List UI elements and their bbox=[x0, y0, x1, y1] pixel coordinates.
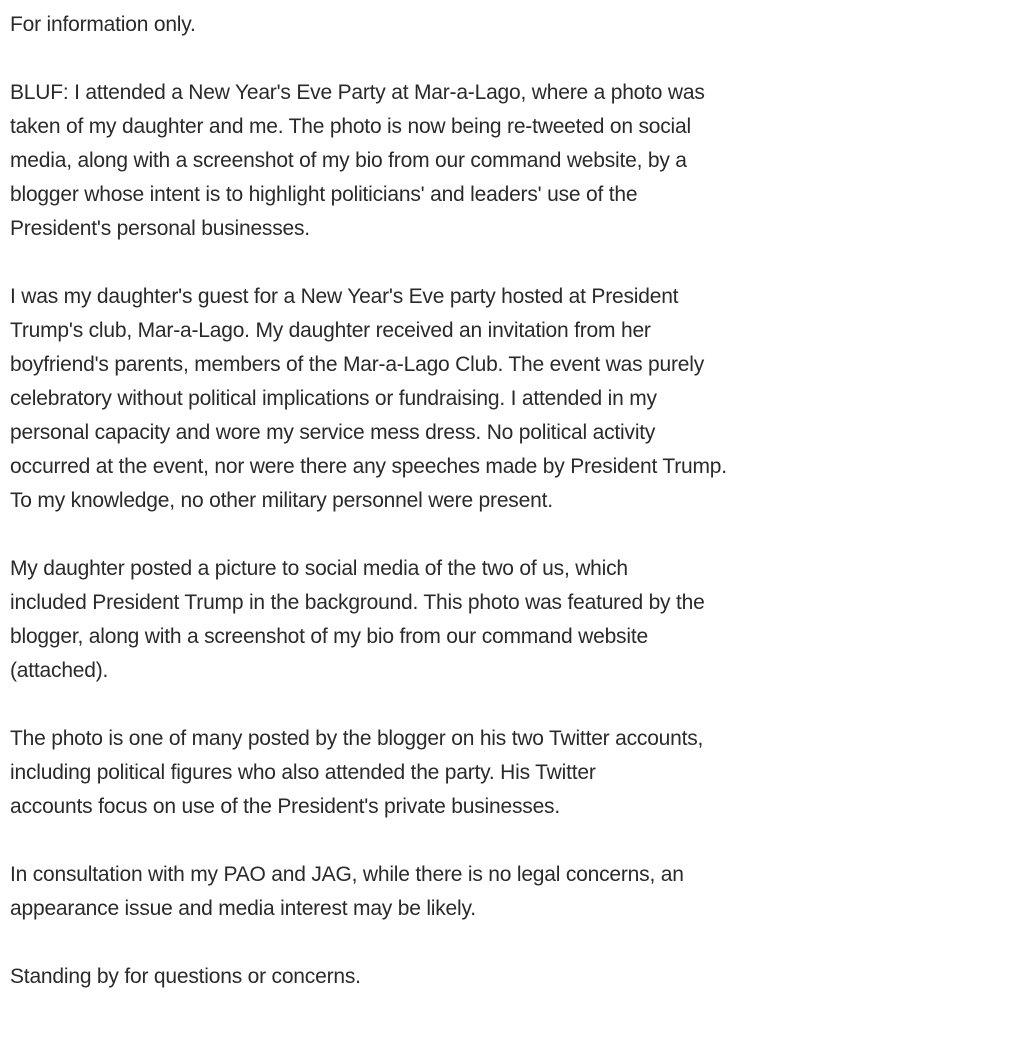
text-line: I was my daughter's guest for a New Year's Eve party hosted at President bbox=[10, 285, 679, 308]
text-line: The photo is one of many posted by the blogger on his two Twitter accounts, bbox=[10, 727, 704, 750]
text-line: included President Trump in the background. This photo was featured by the bbox=[10, 591, 705, 614]
paragraph-intro bbox=[10, 8, 1015, 42]
paragraph-bluf bbox=[10, 76, 1015, 246]
text-line: media, along with a screenshot of my bio from our command website, by a bbox=[10, 149, 687, 172]
paragraph-event-details bbox=[10, 280, 1015, 518]
text-line: accounts focus on use of the President's private businesses. bbox=[10, 795, 560, 818]
paragraph-closing bbox=[10, 960, 1015, 994]
text-line: President's personal businesses. bbox=[10, 217, 310, 240]
paragraph-photo bbox=[10, 552, 1015, 688]
text-line: To my knowledge, no other military personnel were present. bbox=[10, 489, 553, 512]
memo-document bbox=[10, 8, 1015, 994]
text-line: appearance issue and media interest may be likely. bbox=[10, 897, 476, 920]
text-line: personal capacity and wore my service mess dress. No political activity bbox=[10, 421, 656, 444]
text-line: taken of my daughter and me. The photo is now being re-tweeted on social bbox=[10, 115, 691, 138]
paragraph-consultation bbox=[10, 858, 1015, 926]
text-line: blogger whose intent is to highlight politicians' and leaders' use of the bbox=[10, 183, 638, 206]
text-line: celebratory without political implications or fundraising. I attended in my bbox=[10, 387, 657, 410]
text-line: In consultation with my PAO and JAG, while there is no legal concerns, an bbox=[10, 863, 684, 886]
text-line: BLUF: I attended a New Year's Eve Party at Mar-a-Lago, where a photo was bbox=[10, 81, 705, 104]
paragraph-twitter bbox=[10, 722, 1015, 824]
text-line: Standing by for questions or concerns. bbox=[10, 965, 361, 988]
text-line: Trump's club, Mar-a-Lago. My daughter received an invitation from her bbox=[10, 319, 651, 342]
text-line: including political figures who also attended the party. His Twitter bbox=[10, 761, 596, 784]
text-line: (attached). bbox=[10, 659, 109, 682]
text-line: blogger, along with a screenshot of my bio from our command website bbox=[10, 625, 648, 648]
text-line: For information only. bbox=[10, 13, 196, 36]
text-line: boyfriend's parents, members of the Mar-a-Lago Club. The event was purely bbox=[10, 353, 705, 376]
text-line: occurred at the event, nor were there any speeches made by President Trump. bbox=[10, 455, 727, 478]
text-line: My daughter posted a picture to social media of the two of us, which bbox=[10, 557, 628, 580]
